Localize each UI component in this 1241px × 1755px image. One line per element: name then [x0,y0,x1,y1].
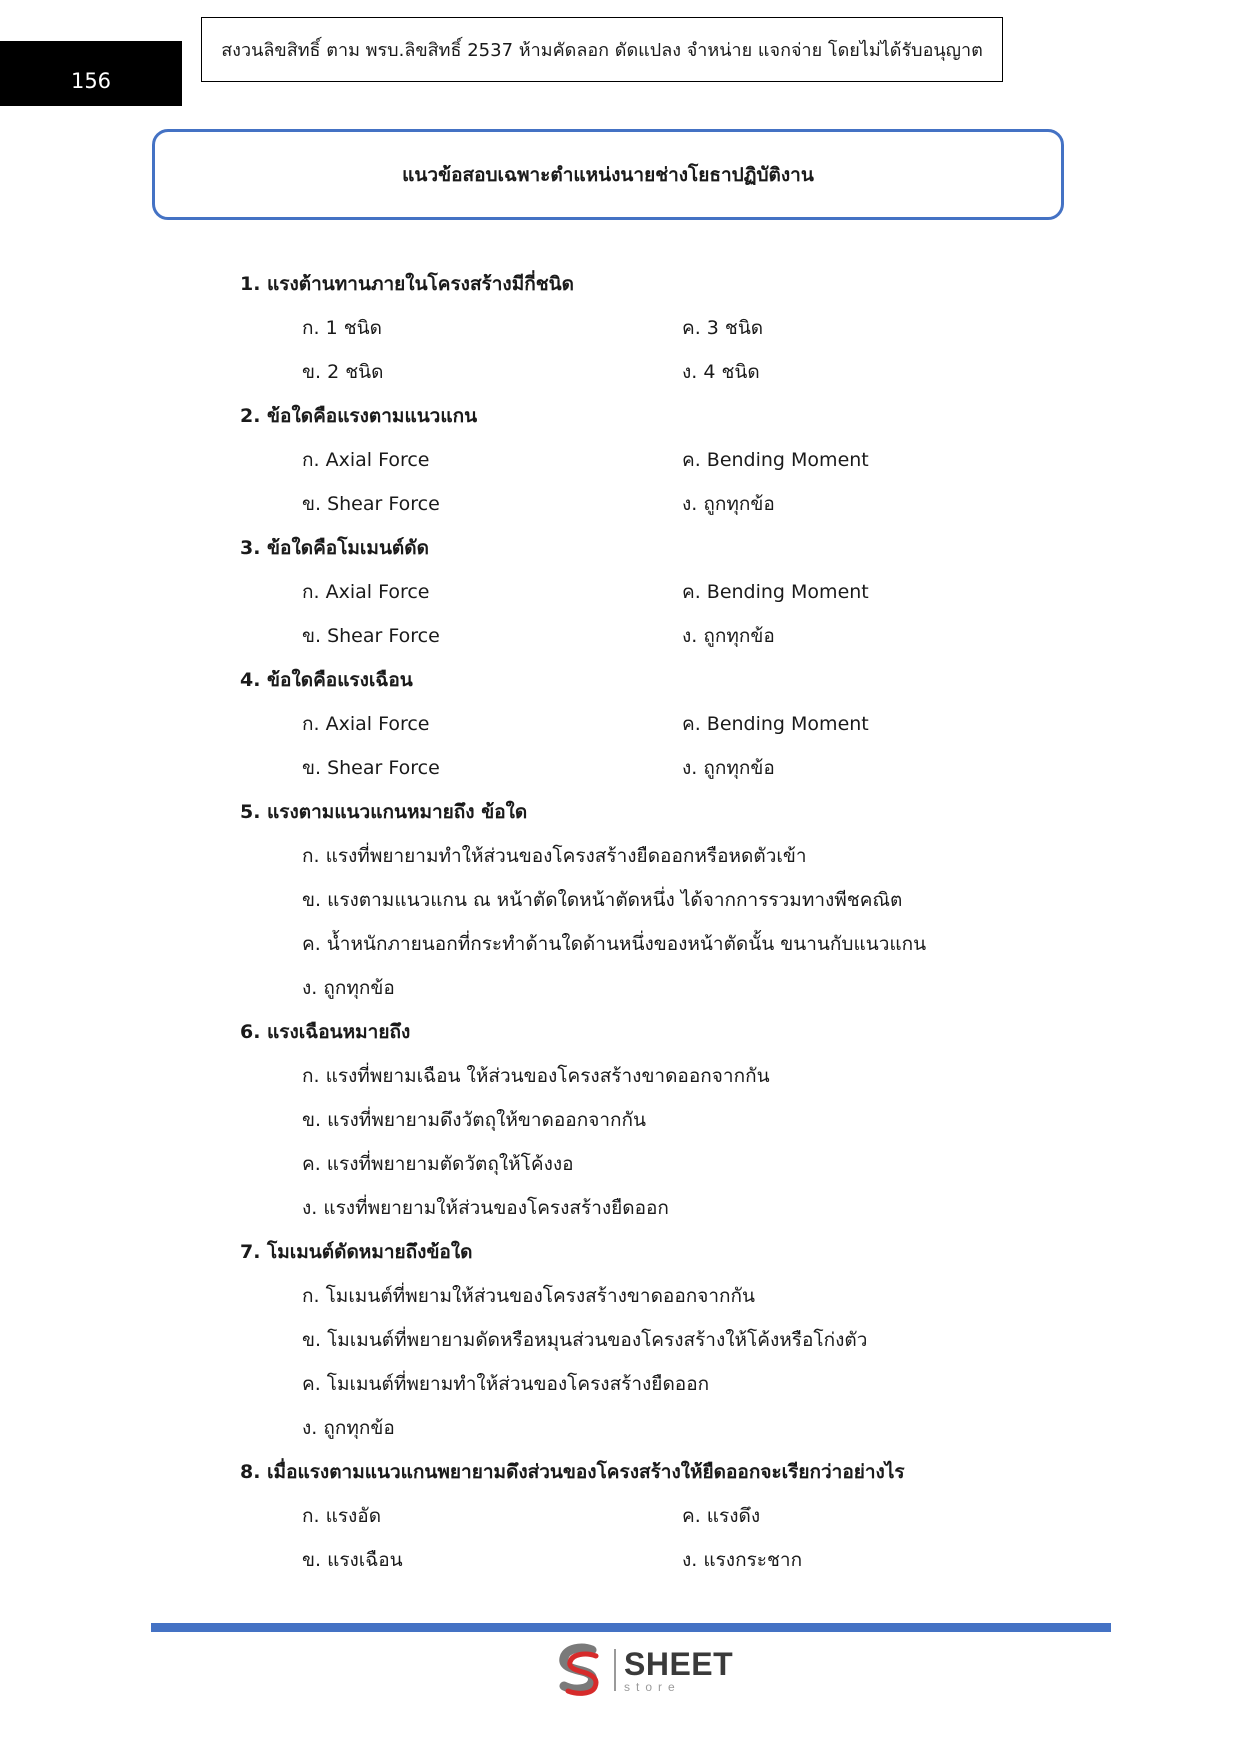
option-d: ง. ถูกทุกข้อ [302,1417,395,1439]
option-c: ค. Bending Moment [682,713,869,735]
options [302,834,1140,1010]
option-d: ง. ถูกทุกข้อ [682,757,775,779]
options [302,438,1140,526]
option-a: ก. Axial Force [302,449,430,471]
options [302,1274,1140,1450]
options [302,570,1140,658]
question-text: 3. ข้อใดคือโมเมนต์ดัด [240,537,429,559]
logo-divider [614,1649,616,1691]
option-b: ข. แรงเฉือน [302,1549,403,1571]
option-c: ค. น้ำหนักภายนอกที่กระทำด้านใดด้านหนึ่งของหน้าตัดนั้น ขนานกับแนวแกน [302,933,927,955]
option-d: ง. แรงกระชาก [682,1549,803,1571]
option-b: ข. แรงตามแนวแกน ณ หน้าตัดใดหน้าตัดหนึ่ง ได้จากการรวมทางพีชคณิต [302,889,903,911]
question-4 [240,658,1140,790]
question-text: 7. โมเมนต์ดัดหมายถึงข้อใด [240,1241,473,1263]
section-title: แนวข้อสอบเฉพาะตำแหน่งนายช่างโยธาปฏิบัติงาน [402,163,814,186]
question-5 [240,790,1140,1010]
question-8 [240,1450,1140,1582]
option-a: ก. แรงอัด [302,1505,382,1527]
option-d: ง. ถูกทุกข้อ [682,625,775,647]
sheet-store-s-icon [552,1642,608,1698]
footer-divider [151,1623,1111,1632]
option-c: ค. Bending Moment [682,581,869,603]
option-b: ข. Shear Force [302,493,440,515]
sheet-store-logo [552,1642,733,1698]
option-c: ค. แรงดึง [682,1505,761,1527]
question-1 [240,262,1140,394]
page-number: 156 [70,68,112,93]
option-b: ข. Shear Force [302,757,440,779]
options [302,702,1140,790]
question-7 [240,1230,1140,1450]
copyright-text: สงวนลิขสิทธิ์ ตาม พรบ.ลิขสิทธิ์ 2537 ห้ามคัดลอก ดัดแปลง จำหน่าย แจกจ่าย โดยไม่ได้รับอนุญาต [221,40,983,61]
option-a: ก. โมเมนต์ที่พยามให้ส่วนของโครงสร้างขาดออกจากกัน [302,1285,756,1307]
question-text: 2. ข้อใดคือแรงตามแนวแกน [240,405,478,427]
option-c: ค. 3 ชนิด [682,317,764,339]
question-text: 6. แรงเฉือนหมายถึง [240,1021,411,1043]
option-c: ค. แรงที่พยายามตัดวัตถุให้โค้งงอ [302,1153,574,1175]
logo-word: SHEET [624,1645,734,1682]
question-3 [240,526,1140,658]
question-text: 8. เมื่อแรงตามแนวแกนพยายามดึงส่วนของโครงสร้างให้ยืดออกจะเรียกว่าอย่างไร [240,1461,905,1483]
logo-wordmark [624,1645,734,1694]
option-a: ก. แรงที่พยายามทำให้ส่วนของโครงสร้างยืดออกหรือหดตัวเข้า [302,845,807,867]
option-a: ก. Axial Force [302,581,430,603]
option-a: ก. แรงที่พยามเฉือน ให้ส่วนของโครงสร้างขาดออกจากกัน [302,1065,770,1087]
options [302,1054,1140,1230]
copyright-notice [201,17,1003,82]
logo-sub: store [624,1679,681,1694]
question-text: 1. แรงต้านทานภายในโครงสร้างมีกี่ชนิด [240,273,574,295]
question-text: 5. แรงตามแนวแกนหมายถึง ข้อใด [240,801,528,823]
question-text: 4. ข้อใดคือแรงเฉือน [240,669,413,691]
option-b: ข. แรงที่พยายามดึงวัตถุให้ขาดออกจากกัน [302,1109,647,1131]
question-6 [240,1010,1140,1230]
option-b: ข. 2 ชนิด [302,361,384,383]
option-d: ง. แรงที่พยายามให้ส่วนของโครงสร้างยืดออก [302,1197,669,1219]
option-d: ง. 4 ชนิด [682,361,760,383]
question-2 [240,394,1140,526]
option-a: ก. Axial Force [302,713,430,735]
option-a: ก. 1 ชนิด [302,317,382,339]
option-d: ง. ถูกทุกข้อ [302,977,395,999]
option-d: ง. ถูกทุกข้อ [682,493,775,515]
option-b: ข. Shear Force [302,625,440,647]
page-number-box [0,41,182,106]
option-b: ข. โมเมนต์ที่พยายามดัดหรือหมุนส่วนของโครงสร้างให้โค้งหรือโก่งตัว [302,1329,868,1351]
option-c: ค. Bending Moment [682,449,869,471]
question-list [240,262,1140,1582]
option-c: ค. โมเมนต์ที่พยามทำให้ส่วนของโครงสร้างยืดออก [302,1373,710,1395]
options [302,1494,1140,1582]
options [302,306,1140,394]
section-title-box [152,129,1064,220]
